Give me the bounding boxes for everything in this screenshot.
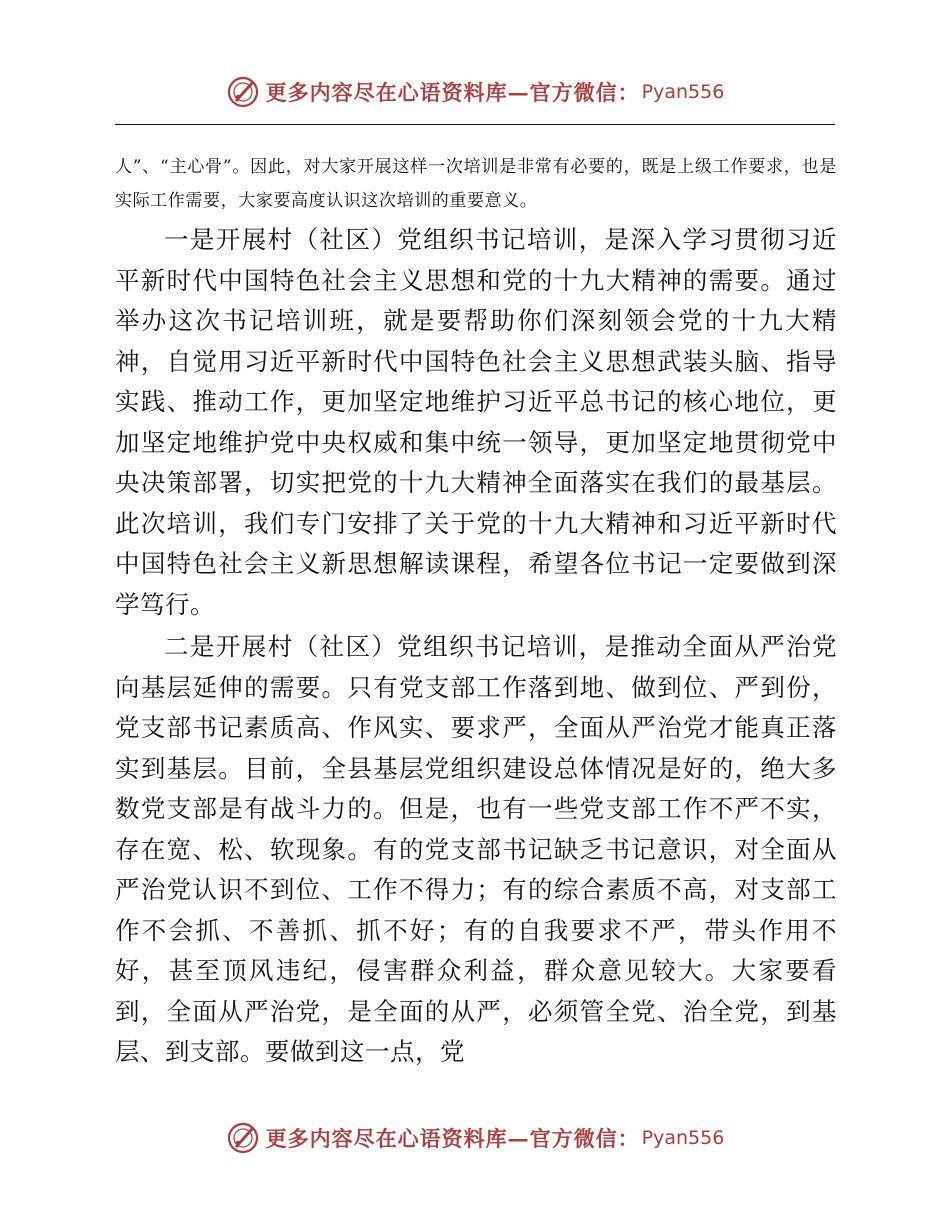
footer-banner-wechat-id: Pyan556 — [641, 1127, 725, 1149]
paragraph-point-one: 一是开展村（社区）党组织书记培训，是深入学习贯彻习近平新时代中国特色社会主义思想和党的十九大精神的需要。通过举办这次书记培训班，就是要帮助你们深刻领会党的十九大精神，自觉用习近平新时代中国特色社会主义思想武装头脑、指导实践、推动工作，更加坚定地维护习近平总书记的核心地位，更加坚定地维护党中央权威和集中统一领导，更加坚定地贯彻党中央决策部署，切实把党的十九大精神全面落实在我们的最基层。此次培训，我们专门安排了关于党的十九大精神和习近平新时代中国特色社会主义新思想解读课程，希望各位书记一定要做到深学笃行。 — [115, 225, 837, 619]
paragraph-continuation: 人”、“主心骨”。因此，对大家开展这样一次培训是非常有必要的，既是上级工作要求，也是实际工作需要，大家要高度认识这次培训的重要意义。 — [115, 157, 837, 211]
paragraph-point-two: 二是开展村（社区）党组织书记培训，是推动全面从严治党向基层延伸的需要。只有党支部工作落到地、做到位、严到份，党支部书记素质高、作风实、要求严，全面从严治党才能真正落实到基层。目前，全县基层党组织建设总体情况是好的，绝大多数党支部是有战斗力的。但是，也有一些党支部工作不严不实，存在宽、松、软现象。有的党支部书记缺乏书记意识，对全面从严治党认识不到位、工作不得力；有的综合素质不高，对支部工作不会抓、不善抓、抓不好；有的自我要求不严，带头作用不好，甚至顶风违纪，侵害群众利益，群众意见较大。大家要看到，全面从严治党，是全面的从严，必须管全党、治全党，到基层、到支部。要做到这一点，党 — [115, 632, 837, 1066]
header-banner-text: 更多内容尽在心语资料库—官方微信： — [265, 80, 640, 105]
logo-icon — [226, 1121, 260, 1155]
header-banner — [0, 72, 950, 112]
footer-banner-text: 更多内容尽在心语资料库—官方微信： — [265, 1126, 640, 1151]
header-divider — [115, 124, 835, 125]
document-body — [115, 150, 837, 1073]
footer-banner — [0, 1118, 950, 1158]
logo-icon — [226, 75, 260, 109]
header-banner-wechat-id: Pyan556 — [641, 81, 725, 103]
